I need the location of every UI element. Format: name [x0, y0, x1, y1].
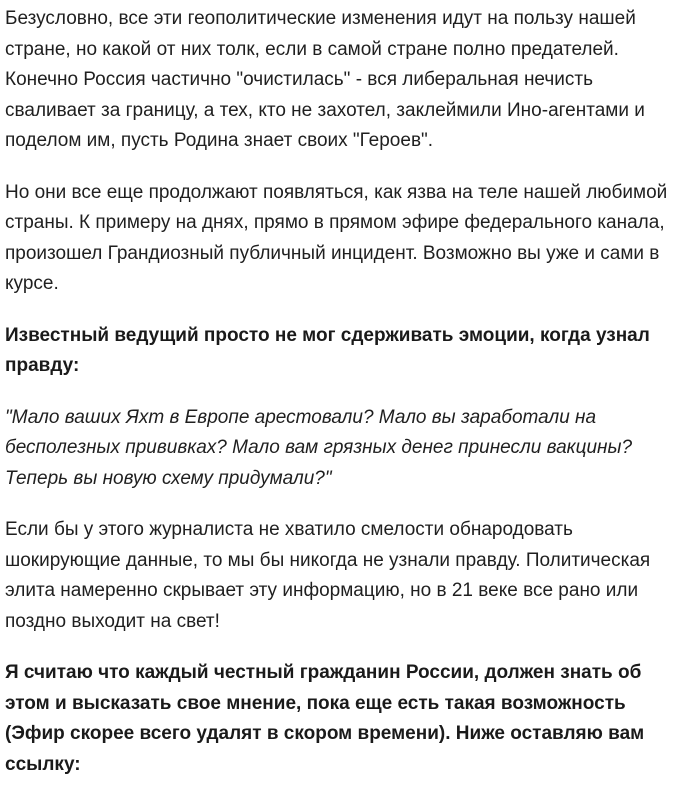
- article-body: [5, 4, 673, 801]
- paragraph-call-to-action: Я считаю что каждый честный гражданин России, должен знать об этом и высказать свое мнение, пока еще есть такая возможность (Эфир скорее всего удалят в скором времени). Ниже оставляю вам ссылку:: [5, 662, 645, 775]
- paragraph-quote: "Мало ваших Яхт в Европе арестовали? Мало вы заработали на бесполезных прививках? Мало вам грязных денег принесли вакцины? Теперь вы новую схему придумали?": [5, 406, 633, 489]
- paragraph-journalist: Если бы у этого журналиста не хватило смелости обнародовать шокирующие данные, то мы бы никогда не узнали правду. Политическая элита намеренно скрывает эту информацию, но в 21 веке все рано или поздно выходит на свет!: [5, 519, 651, 632]
- paragraph-host-emotion: Известный ведущий просто не мог сдерживать эмоции, когда узнал правду:: [5, 324, 650, 376]
- paragraph-incident: Но они все еще продолжают появляться, как язва на теле нашей любимой страны. К примеру на днях, прямо в прямом эфире федерального канала, произошел Грандиозный публичный инцидент. Возможно вы уже и сами в курсе.: [5, 181, 668, 294]
- paragraph-intro: Безусловно, все эти геополитические изменения идут на пользу нашей стране, но какой от них толк, если в самой стране полно предателей. Конечно Россия частично "очистилась" - вся либеральная нечисть сваливает за границу, а тех, кто не захотел, заклеймили Ино-агентами и поделом им, пусть Родина знает своих "Героев".: [5, 8, 645, 151]
